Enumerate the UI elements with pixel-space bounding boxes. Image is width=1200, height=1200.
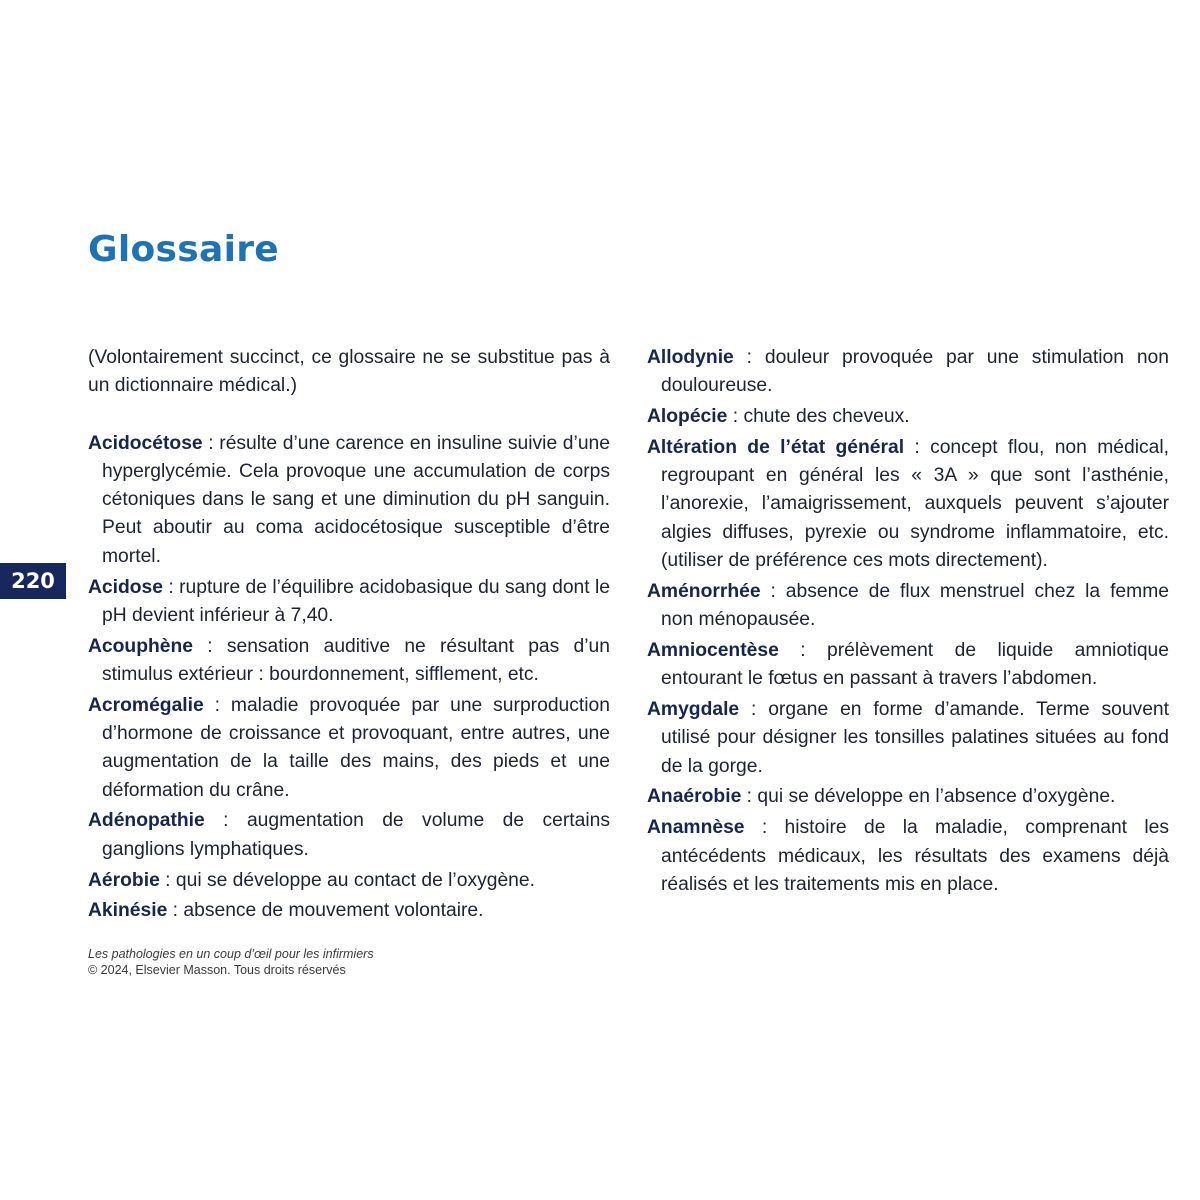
glossary-definition: : augmentation de volume de certains ganglions lymphatiques.	[102, 810, 610, 860]
page-footer	[88, 946, 374, 978]
glossary-term: Amygdale	[647, 699, 740, 721]
glossary-term: Aménorrhée	[647, 580, 761, 602]
glossary-definition: : rupture de l’équilibre acidobasique du sang dont le pH devient inférieur à 7,40.	[102, 576, 611, 626]
glossary-definition: : sensation auditive ne résultant pas d’un stimulus extérieur : bourdonnement, sifflement, etc.	[102, 635, 610, 685]
glossary-definition: : maladie provoquée par une surproduction d’hormone de croissance et provoquant, entre autres, une augmentation de la taille des mains, des pieds et une déformation du crâne.	[102, 694, 610, 801]
glossary-term: Adénopathie	[88, 810, 205, 832]
glossary-term: Acidose	[88, 576, 164, 598]
glossary-column-left	[88, 344, 610, 928]
glossary-definition: : absence de mouvement volontaire.	[167, 900, 484, 922]
glossary-entry-amenorrhee	[647, 578, 1169, 635]
glossary-entry-akinesie	[88, 897, 610, 925]
glossary-term: Acidocétose	[88, 432, 203, 454]
glossary-term: Anaérobie	[647, 786, 742, 808]
glossary-entry-allodynie	[647, 344, 1169, 401]
glossary-entry-amniocentese	[647, 637, 1169, 694]
glossary-term: Anamnèse	[647, 817, 745, 839]
glossary-definition: : résulte d’une carence en insuline suivie d’une hyperglycémie. Cela provoque une accumulation de corps cétoniques dans le sang et une diminution du pH sanguin. Peut aboutir au coma acidocétosique susceptible d’être mortel.	[102, 432, 610, 567]
glossary-term: Altération de l’état général	[647, 436, 905, 458]
glossary-column-right	[647, 344, 1169, 902]
glossary-entry-amygdale	[647, 696, 1169, 781]
glossary-term: Allodynie	[647, 347, 734, 368]
glossary-term: Aérobie	[88, 869, 160, 891]
glossary-entry-alteration-etat-general	[647, 434, 1169, 575]
footer-copyright: © 2024, Elsevier Masson. Tous droits réservés	[88, 963, 346, 977]
glossary-definition: : chute des cheveux.	[727, 406, 910, 428]
glossary-definition: : qui se développe en l’absence d’oxygène.	[741, 786, 1116, 808]
glossary-definition: : qui se développe au contact de l’oxygène.	[159, 869, 535, 891]
glossary-entry-alopecie	[647, 403, 1169, 431]
glossary-entry-adenopathie	[88, 807, 610, 864]
glossary-entry-anamnese	[647, 814, 1169, 899]
glossary-entry-acromegalie	[88, 692, 610, 805]
page-number-tab: 220	[0, 563, 66, 599]
glossary-entry-acidocetose	[88, 430, 610, 571]
glossary-definition: : concept flou, non médical, regroupant en général les « 3A » que sont l’asthénie, l’anorexie, l’amaigrissement, auxquels peuvent s’ajouter algies diffuses, pyrexie ou syndrome inflammatoire, etc. (utiliser de préférence ces mots directement).	[661, 436, 1169, 572]
glossary-entry-anaerobie	[647, 783, 1169, 811]
glossary-term: Alopécie	[647, 406, 728, 428]
glossary-entry-aerobie	[88, 867, 610, 895]
glossary-definition: : histoire de la maladie, comprenant les antécédents médicaux, les résultats des examens déjà réalisés et les traitements mis en place.	[661, 817, 1169, 895]
glossary-definition: : prélèvement de liquide amniotique entourant le fœtus en passant à travers l’abdomen.	[661, 639, 1169, 690]
glossary-definition: : douleur provoquée par une stimulation non douloureuse.	[661, 347, 1169, 397]
glossary-definition: : absence de flux menstruel chez la femme non ménopausée.	[661, 580, 1169, 631]
glossary-term: Amniocentèse	[647, 639, 779, 661]
page-title: Glossaire	[88, 229, 279, 270]
footer-book-title: Les pathologies en un coup d’œil pour les infirmiers	[88, 947, 374, 961]
glossary-definition: : organe en forme d’amande. Terme souvent utilisé pour désigner les tonsilles palatines situées au fond de la gorge.	[661, 699, 1169, 777]
glossary-entry-acouphene	[88, 633, 610, 690]
glossary-intro: (Volontairement succinct, ce glossaire ne se substitue pas à un dictionnaire médical.)	[88, 347, 610, 397]
glossary-term: Acromégalie	[88, 694, 204, 716]
glossary-entry-acidose	[88, 574, 610, 631]
glossary-term: Acouphène	[88, 635, 193, 657]
glossary-term: Akinésie	[88, 900, 168, 922]
